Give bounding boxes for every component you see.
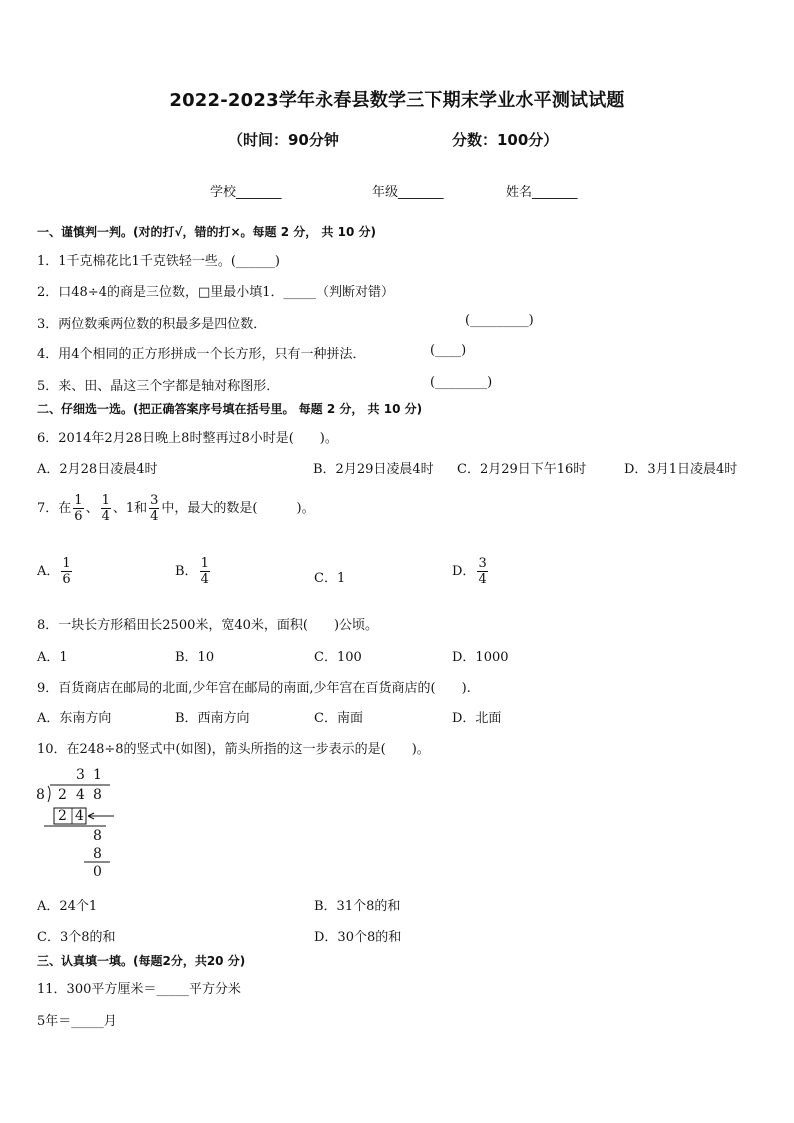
q6-option-b: B．2月29日凌晨4时 xyxy=(313,462,434,477)
question-11-part-2: 5年＝_____月 xyxy=(37,1014,117,1029)
q7-suffix: 中，最大的数是( )。 xyxy=(161,501,315,516)
q8-option-c: C．100 xyxy=(314,650,362,665)
q8-option-b: B．10 xyxy=(175,650,215,665)
q7-fraction-1: $\frac{1}{6}$ xyxy=(74,493,83,524)
q9-option-c: C．南面 xyxy=(314,711,363,726)
section2-heading: 二、仔细选一选。(把正确答案序号填在括号里。 每题 2 分， 共 10 分) xyxy=(37,402,423,416)
question-7 xyxy=(37,493,315,524)
q7-option-d: D． $\frac{3}{4}$ xyxy=(452,556,487,587)
question-3-blank: (_________) xyxy=(465,313,534,328)
q7-option-b: B． $\frac{1}{4}$ xyxy=(175,556,209,587)
exam-score: 分数：100分） xyxy=(452,131,559,149)
q7-option-c: C．1 xyxy=(314,571,346,586)
school-field: 学校_______ xyxy=(210,185,282,200)
step1-digit-1: 2 xyxy=(58,808,67,824)
grade-field: 年级_______ xyxy=(372,185,444,200)
question-5-blank: (________) xyxy=(430,375,493,390)
question-6: 6．2014年2月28日晚上8时整再过8小时是( )。 xyxy=(37,431,338,446)
q6-option-c: C．2月29日下午16时 xyxy=(457,462,587,477)
q10-option-b: B．31个8的和 xyxy=(314,899,401,914)
question-3: 3．两位数乘两位数的积最多是四位数． xyxy=(37,317,267,332)
divisor: 8 xyxy=(36,787,45,803)
step1-digit-2: 4 xyxy=(75,808,84,824)
name-field: 姓名_______ xyxy=(506,185,578,200)
question-11: 11．300平方厘米＝_____平方分米 xyxy=(37,982,241,997)
long-division-figure xyxy=(34,766,124,882)
quotient-digit-2: 1 xyxy=(93,767,102,783)
q9-option-d: D．北面 xyxy=(452,711,502,726)
q10-option-c: C．3个8的和 xyxy=(37,930,116,945)
q8-option-d: D．1000 xyxy=(452,650,509,665)
q9-option-a: A．东南方向 xyxy=(37,711,112,726)
q7-sep1: 、 xyxy=(85,501,99,516)
q10-option-a: A．24个1 xyxy=(37,899,98,914)
section1-heading: 一、谨慎判一判。(对的打√，错的打×。每题 2 分， 共 10 分) xyxy=(37,225,376,239)
remainder-digit: 0 xyxy=(93,864,102,880)
question-4: 4．用4个相同的正方形拼成一个长方形，只有一种拼法． xyxy=(37,347,366,362)
step3-digit: 8 xyxy=(93,846,102,862)
step2-digit: 8 xyxy=(93,828,102,844)
division-lines xyxy=(34,766,124,882)
q7-sep2: 、1和 xyxy=(112,501,148,516)
q7-fraction-2: $\frac{1}{4}$ xyxy=(101,493,110,524)
section3-heading: 三、认真填一填。(每题2分，共20 分) xyxy=(37,954,246,968)
q7-prefix: 7．在 xyxy=(37,501,72,516)
dividend-digit-3: 8 xyxy=(93,787,102,803)
question-5: 5．来、田、晶这三个字都是轴对称图形． xyxy=(37,379,280,394)
exam-time: （时间：90分钟 xyxy=(228,131,339,149)
question-2: 2．口48÷4的商是三位数，□里最小填1．_____（判断对错） xyxy=(37,285,395,300)
q7-fraction-3: $\frac{3}{4}$ xyxy=(150,493,159,524)
q9-option-b: B．西南方向 xyxy=(175,711,250,726)
quotient-digit-1: 3 xyxy=(76,767,85,783)
question-10: 10．在248÷8的竖式中(如图)，箭头所指的这一步表示的是( )。 xyxy=(37,742,430,757)
dividend-digit-2: 4 xyxy=(76,787,85,803)
q6-option-a: A．2月28日凌晨4时 xyxy=(37,462,158,477)
question-9: 9．百货商店在邮局的北面,少年宫在邮局的南面,少年宫在百货商店的( ). xyxy=(37,681,471,696)
question-8: 8．一块长方形稻田长2500米，宽40米，面积( )公顷。 xyxy=(37,618,379,633)
question-4-blank: (____) xyxy=(430,343,467,358)
q7-option-a: A． $\frac{1}{6}$ xyxy=(37,556,71,587)
q6-option-d: D．3月1日凌晨4时 xyxy=(624,462,738,477)
page-title: 2022-2023学年永春县数学三下期末学业水平测试试题 xyxy=(169,90,625,111)
dividend-digit-1: 2 xyxy=(58,787,67,803)
q10-option-d: D．30个8的和 xyxy=(314,930,402,945)
q8-option-a: A．1 xyxy=(37,650,68,665)
question-1: 1．1千克棉花比1千克铁轻一些。(______) xyxy=(37,254,280,269)
